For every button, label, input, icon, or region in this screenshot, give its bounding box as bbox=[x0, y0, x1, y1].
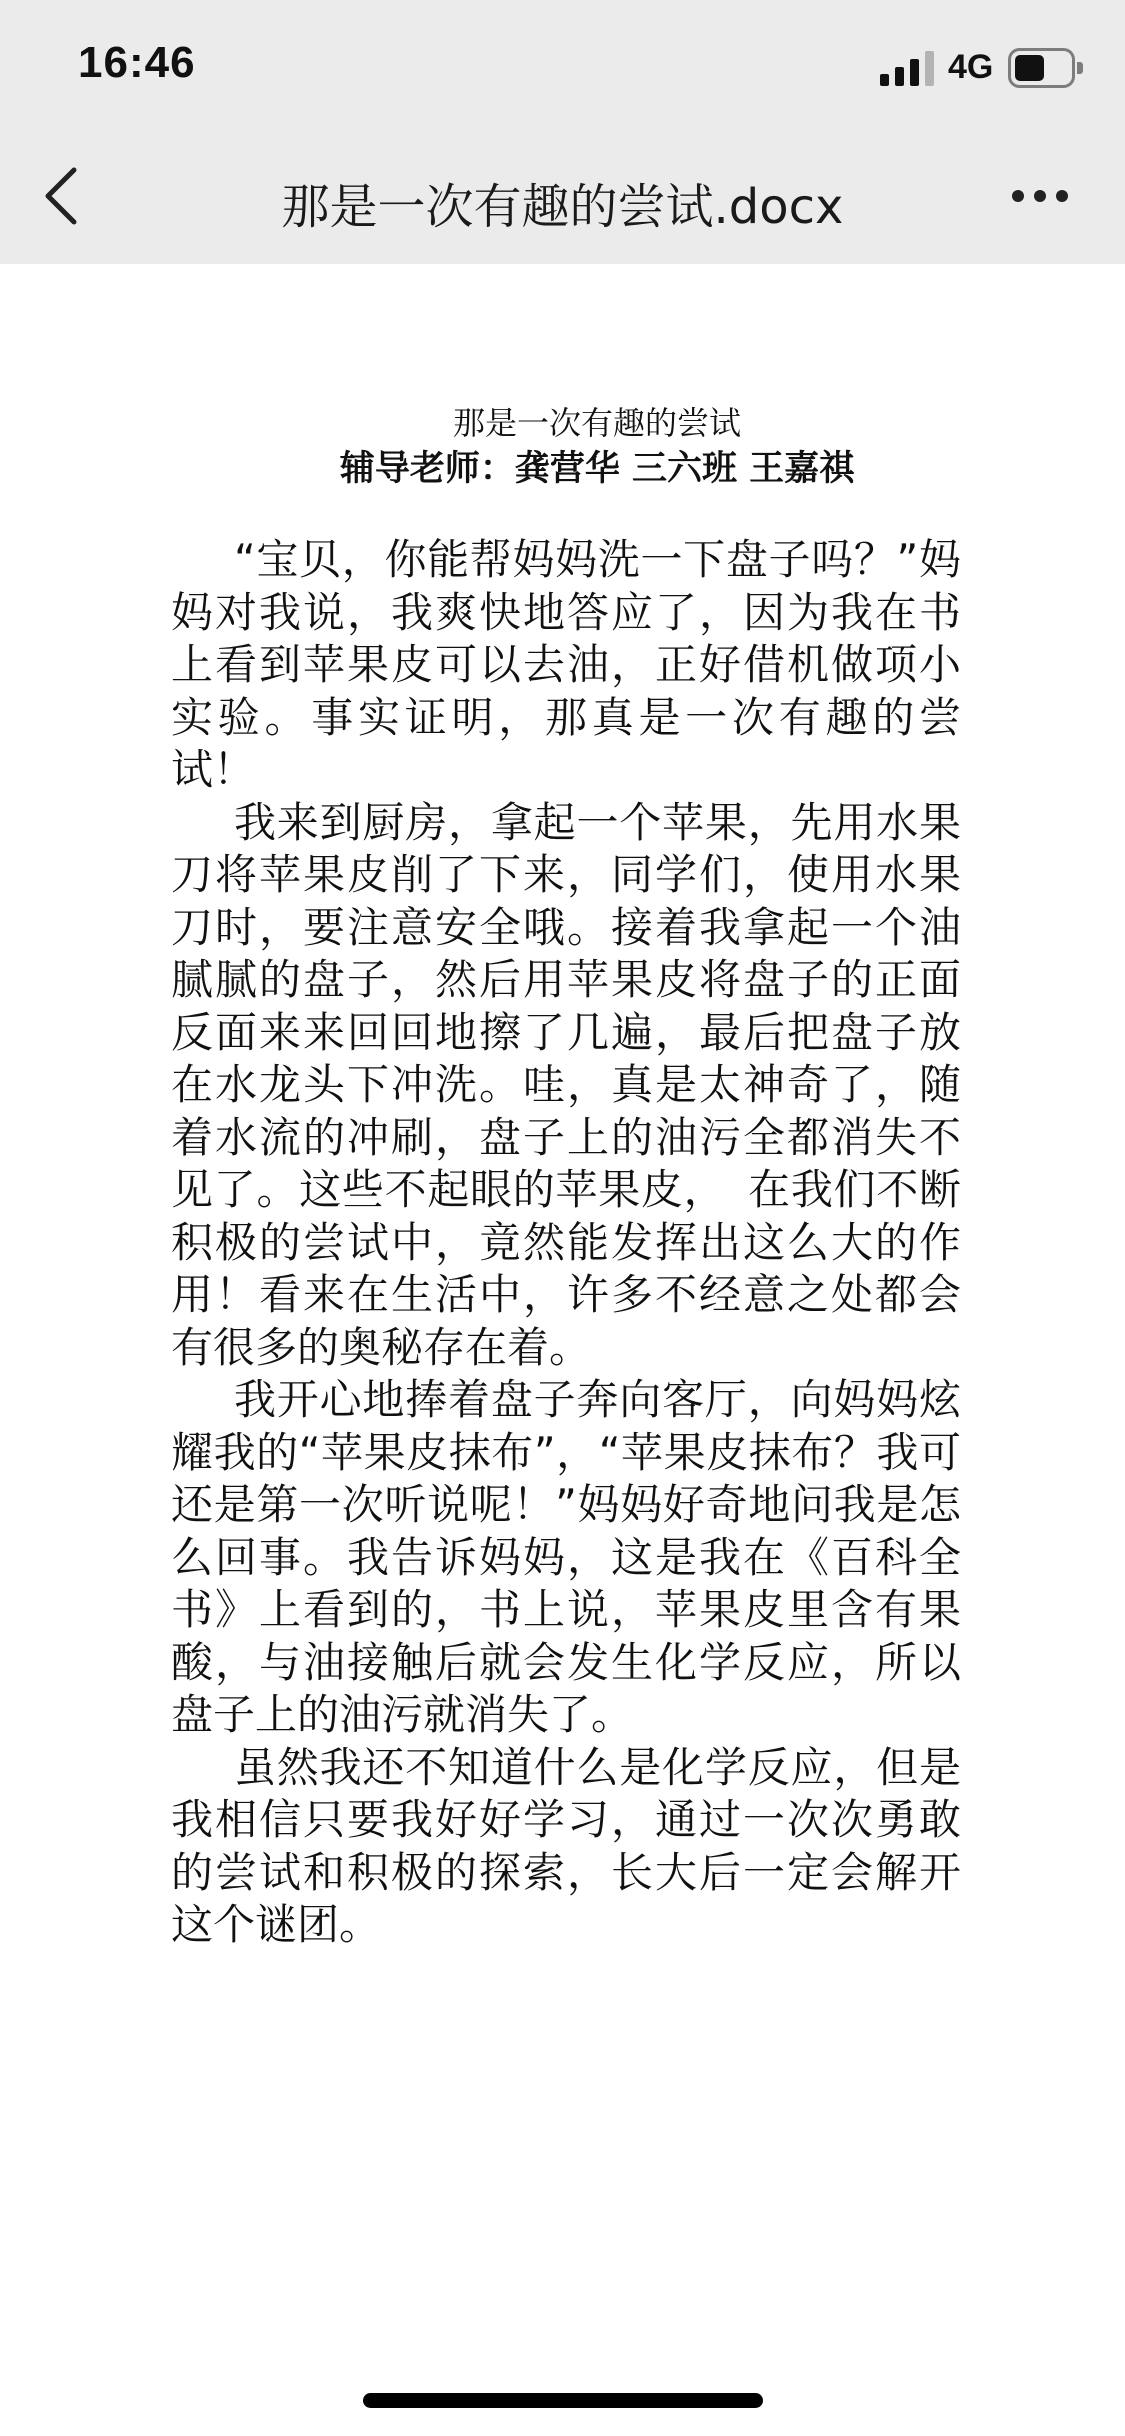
signal-bars-icon bbox=[880, 50, 936, 86]
paragraph-4: 虽然我还不知道什么是化学反应，但是我相信只要我好好学习，通过一次次勇敢的尝试和积极的探索，长大后一定会解开这个谜团。 bbox=[171, 1742, 961, 1949]
back-chevron-icon[interactable] bbox=[40, 164, 84, 228]
status-time: 16:46 bbox=[78, 38, 196, 87]
battery-icon bbox=[1008, 48, 1084, 88]
network-type-label: 4G bbox=[948, 48, 994, 86]
document-byline: 辅导老师：龚营华 三六班 王嘉祺 bbox=[339, 449, 855, 489]
document-body bbox=[171, 534, 961, 1952]
more-options-icon[interactable] bbox=[1010, 188, 1070, 204]
document-title: 那是一次有趣的尝试 bbox=[452, 404, 741, 442]
top-chrome bbox=[0, 0, 1125, 264]
home-indicator[interactable] bbox=[363, 2393, 763, 2408]
document-file-name: 那是一次有趣的尝试.docx bbox=[281, 179, 844, 235]
paragraph-2: 我来到厨房，拿起一个苹果，先用水果刀将苹果皮削了下来，同学们，使用水果刀时，要注意安全哦。接着我拿起一个油腻腻的盘子，然后用苹果皮将盘子的正面反面来来回回地擦了几遍，最后把盘子放在水龙头下冲洗。哇，真是太神奇了，随着水流的冲刷，盘子上的油污全都消失不见了。这些不起眼的苹果皮， 在我们不断积极的尝试中，竟然能发挥出这么大的作用！看来在生活中，许多不经意之处都会有很多的奥秘存在着。 bbox=[171, 797, 961, 1372]
paragraph-1: “宝贝，你能帮妈妈洗一下盘子吗？”妈妈对我说，我爽快地答应了，因为我在书上看到苹果皮可以去油，正好借机做项小实验。事实证明，那真是一次有趣的尝试！ bbox=[171, 535, 961, 794]
paragraph-3: 我开心地捧着盘子奔向客厅，向妈妈炫耀我的“苹果皮抹布”，“苹果皮抹布？我可还是第一次听说呢！”妈妈好奇地问我是怎么回事。我告诉妈妈，这是我在《百科全书》上看到的，书上说，苹果皮里含有果酸，与油接触后就会发生化学反应，所以盘子上的油污就消失了。 bbox=[171, 1375, 961, 1739]
